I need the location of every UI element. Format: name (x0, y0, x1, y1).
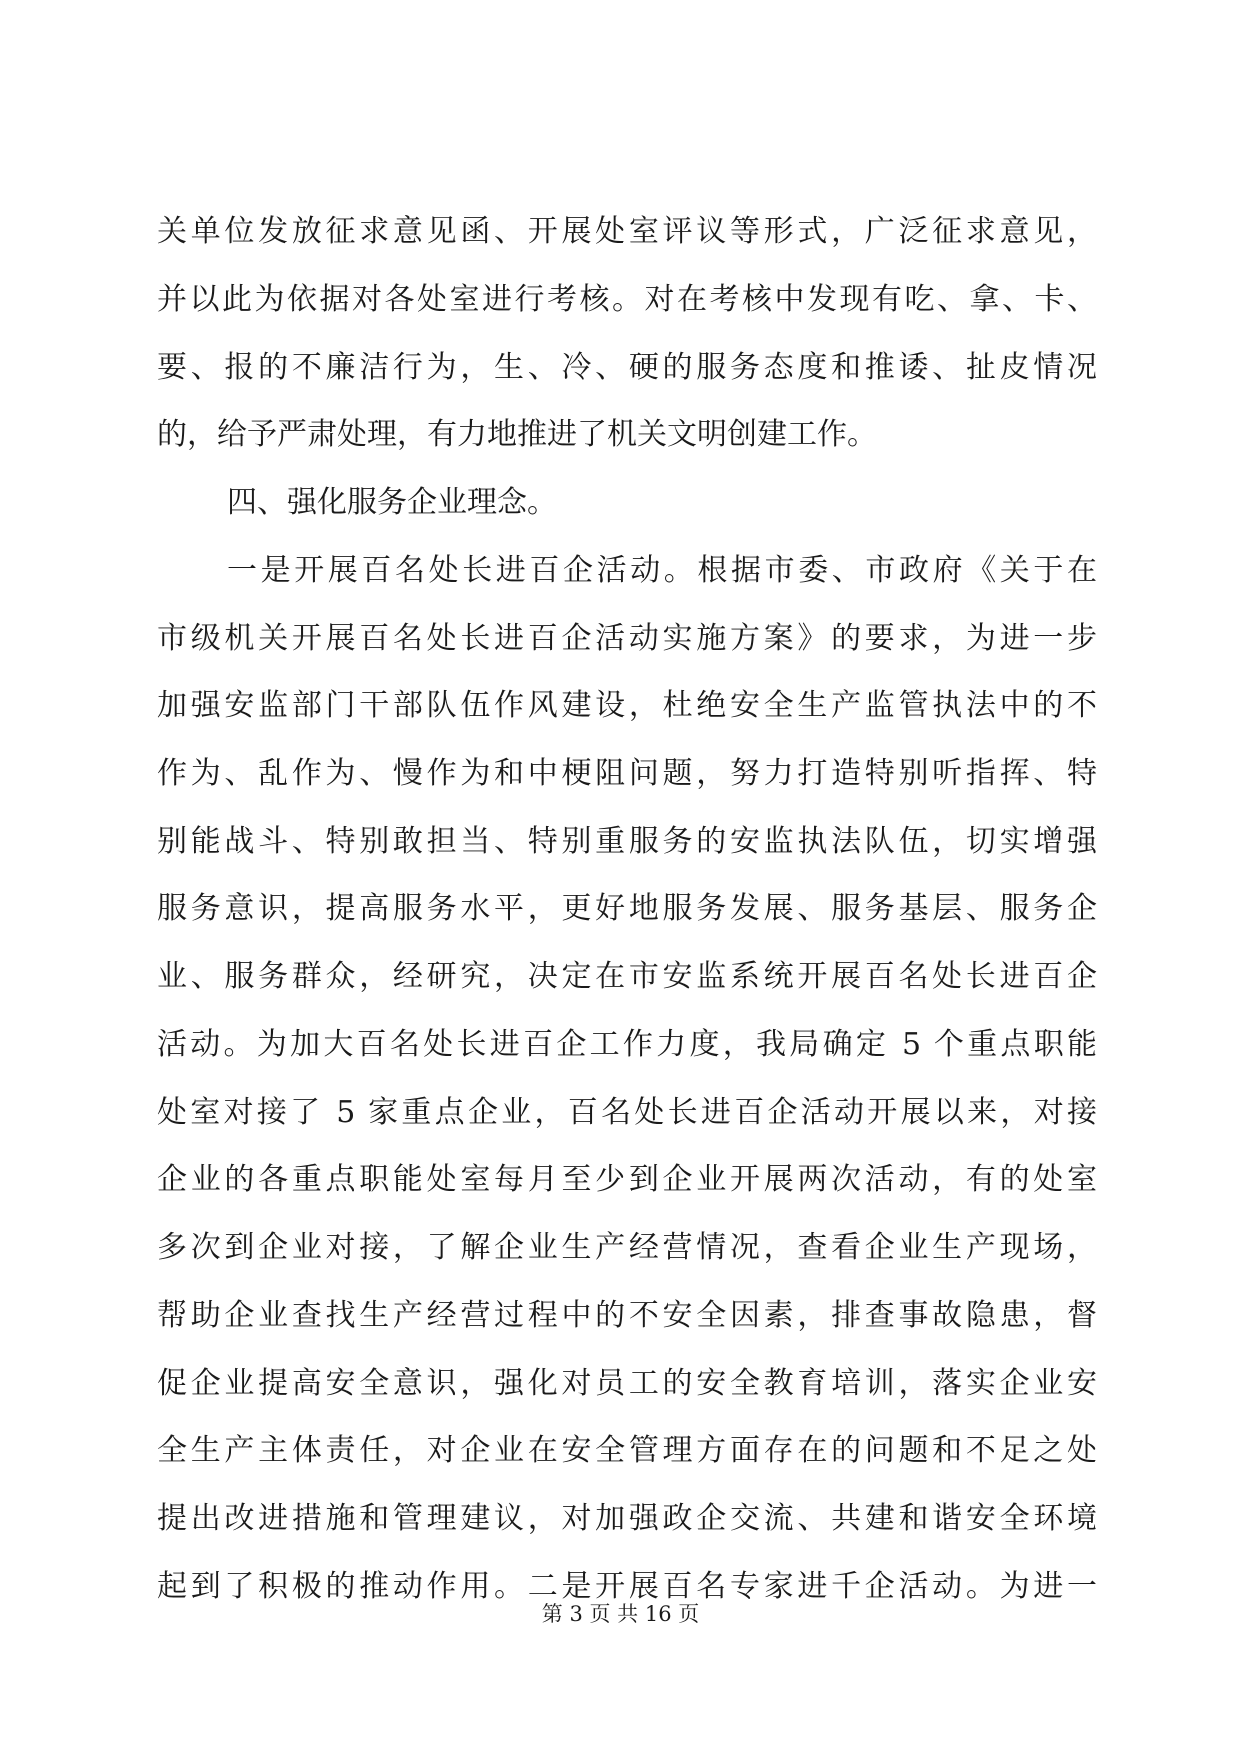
body-line: 市级机关开展百名处长进百企活动实施方案》的要求，为进一步 (157, 621, 1097, 656)
body-line: 企业的各重点职能处室每月至少到企业开展两次活动，有的处室 (157, 1162, 1097, 1197)
body-line: 全生产主体责任，对企业在安全管理方面存在的问题和不足之处 (157, 1433, 1097, 1468)
body-line: 促企业提高安全意识，强化对员工的安全教育培训，落实企业安 (157, 1366, 1097, 1401)
body-line: 别能战斗、特别敢担当、特别重服务的安监执法队伍，切实增强 (157, 824, 1097, 859)
body-line: 的，给予严肃处理，有力地推进了机关文明创建工作。 (157, 417, 877, 452)
body-line: 帮助企业查找生产经营过程中的不安全因素，排查事故隐患，督 (157, 1298, 1097, 1333)
body-line: 要、报的不廉洁行为，生、冷、硬的服务态度和推诿、扯皮情况 (157, 350, 1097, 385)
body-line: 加强安监部门干部队伍作风建设，杜绝安全生产监管执法中的不 (157, 688, 1097, 723)
body-line: 作为、乱作为、慢作为和中梗阻问题，努力打造特别听指挥、特 (157, 756, 1097, 791)
paragraph-first-line: 一是开展百名处长进百企活动。根据市委、市政府《关于在 (227, 553, 1097, 588)
body-line: 起到了积极的推动作用。二是开展百名专家进千企活动。为进一 (157, 1569, 1097, 1604)
body-line: 多次到企业对接，了解企业生产经营情况，查看企业生产现场， (157, 1230, 1097, 1265)
body-line: 业、服务群众，经研究，决定在市安监系统开展百名处长进百企 (157, 959, 1097, 994)
body-line: 提出改进措施和管理建议，对加强政企交流、共建和谐安全环境 (157, 1501, 1097, 1536)
body-line: 处室对接了 5 家重点企业，百名处长进百企活动开展以来，对接 (157, 1095, 1097, 1130)
page-number-footer: 第 3 页 共 16 页 (541, 1602, 700, 1626)
body-line: 并以此为依据对各处室进行考核。对在考核中发现有吃、拿、卡、 (157, 282, 1097, 317)
body-line: 服务意识，提高服务水平，更好地服务发展、服务基层、服务企 (157, 891, 1097, 926)
body-line: 活动。为加大百名处长进百企工作力度，我局确定 5 个重点职能 (157, 1027, 1097, 1062)
body-line: 关单位发放征求意见函、开展处室评议等形式，广泛征求意见， (157, 214, 1097, 249)
section-heading: 四、强化服务企业理念。 (227, 485, 557, 520)
